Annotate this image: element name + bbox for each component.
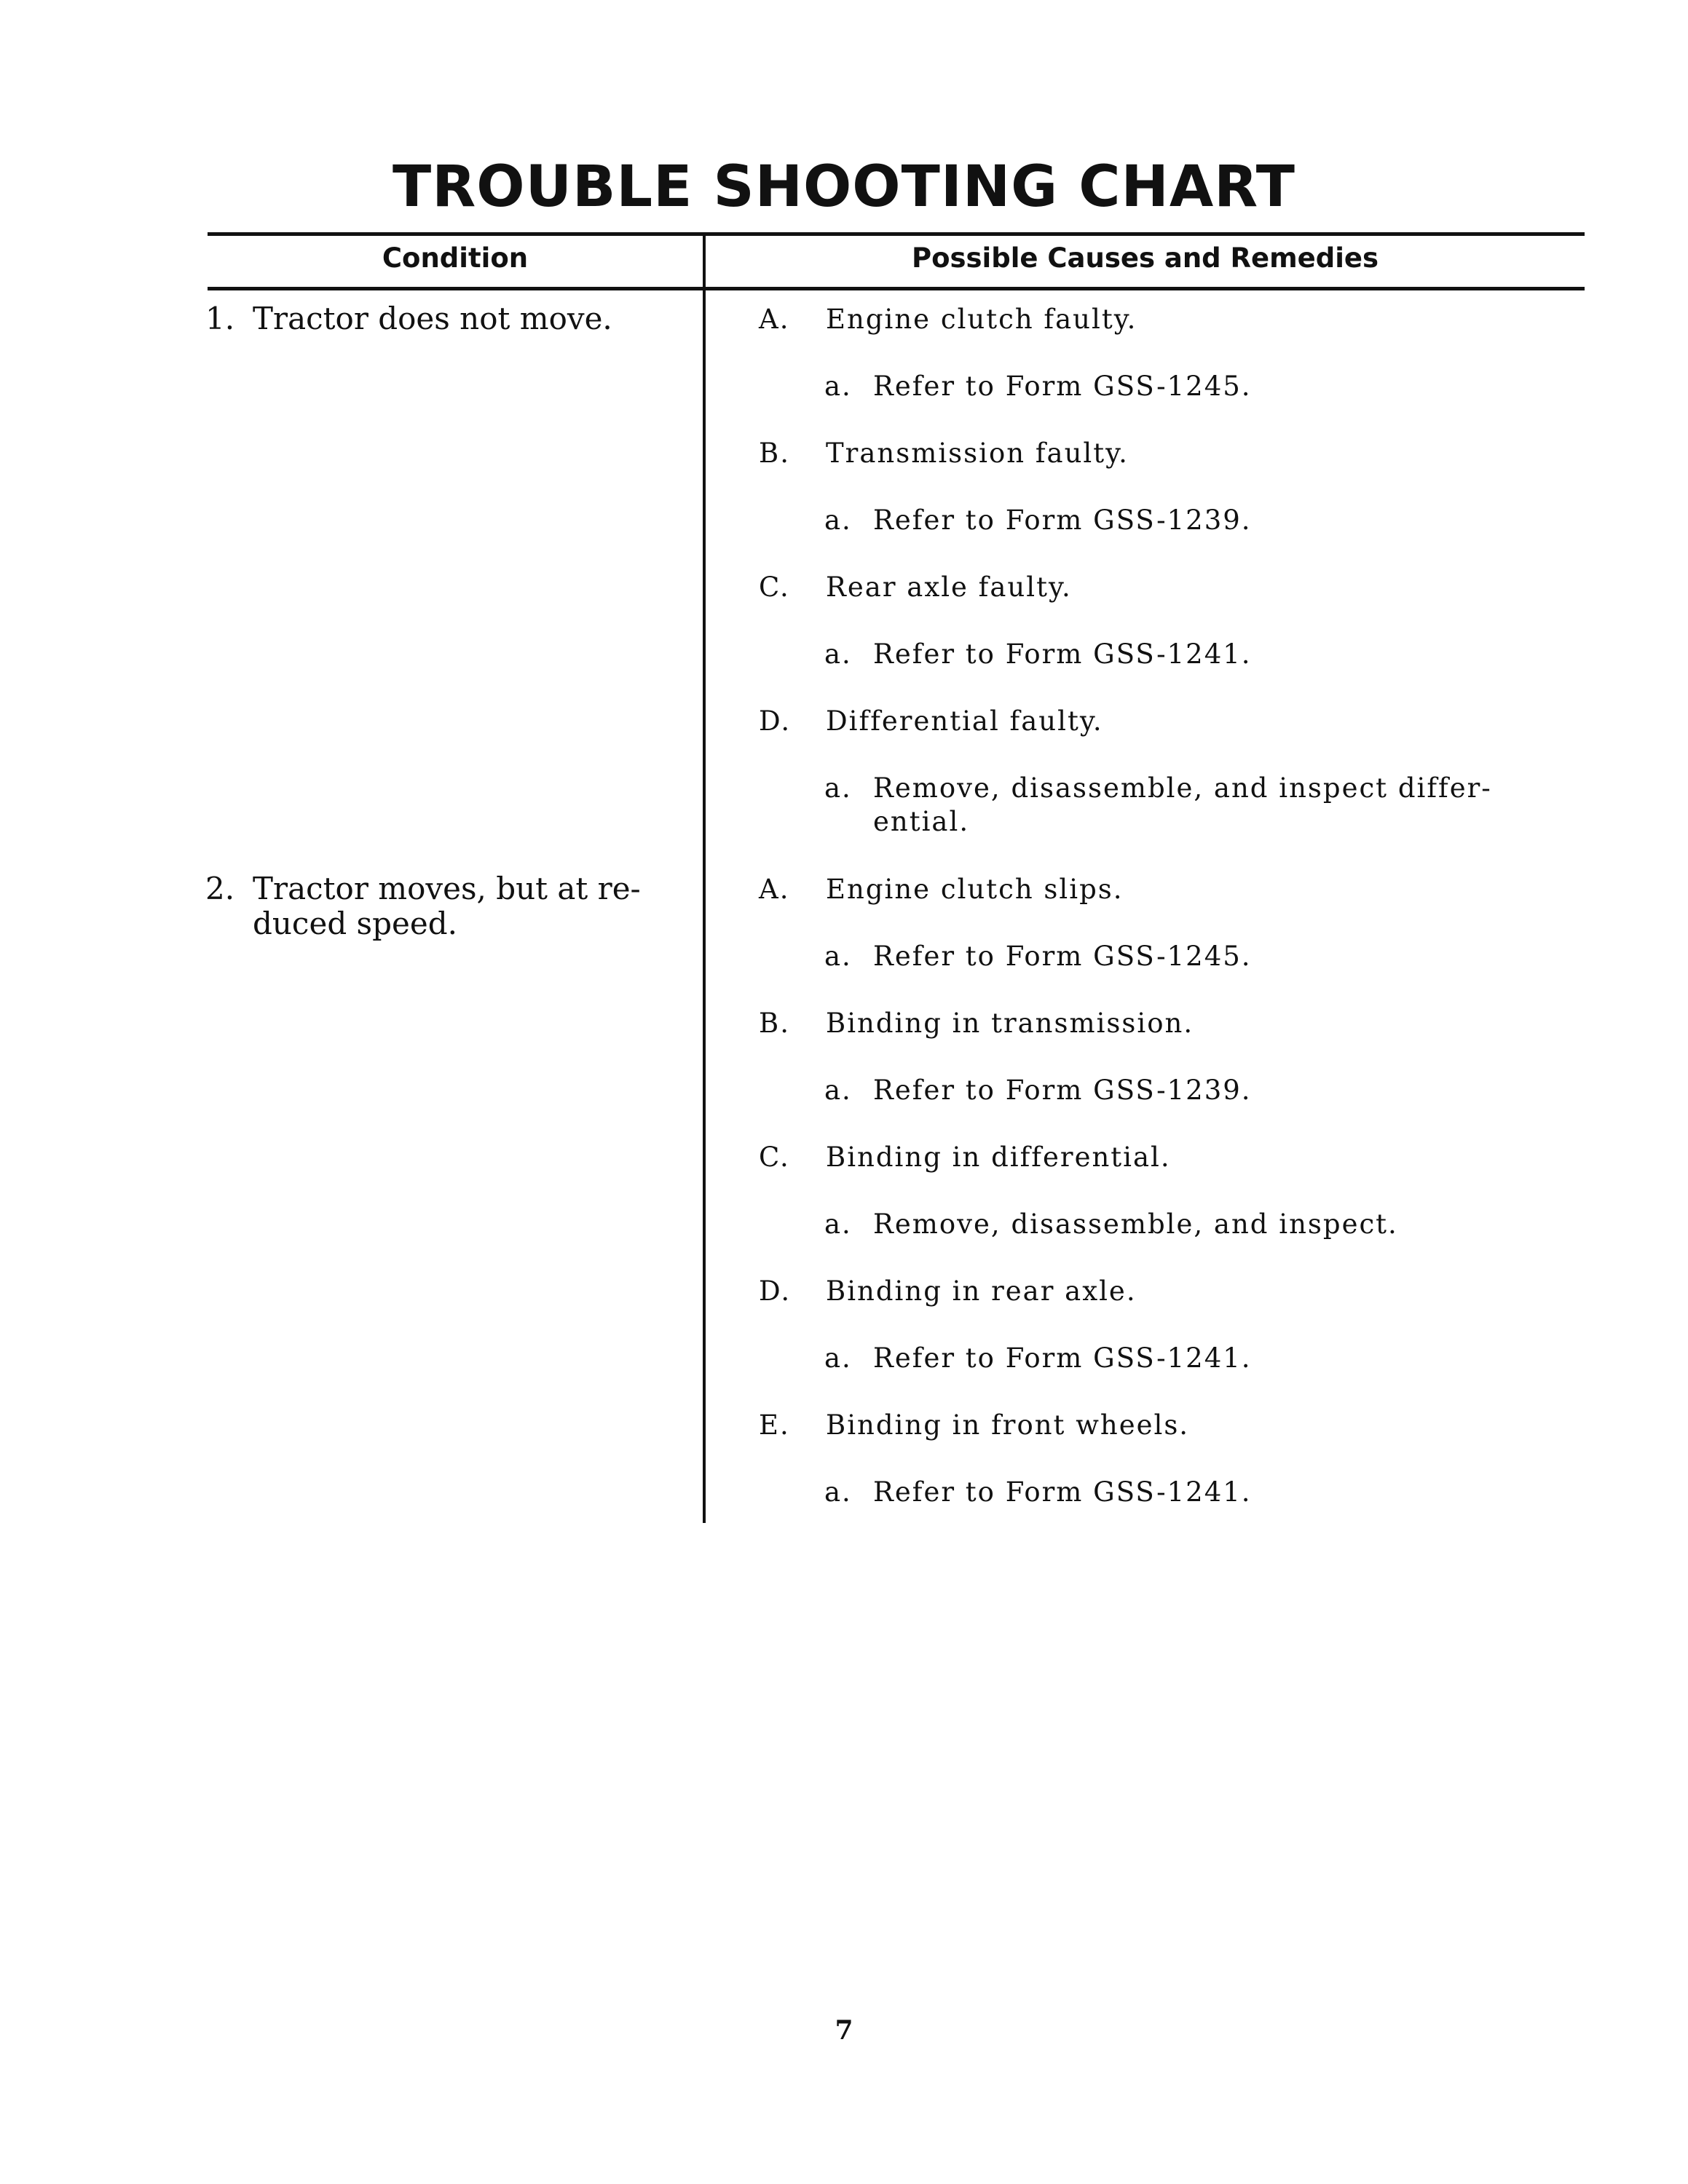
cause-label: A. xyxy=(759,304,790,335)
page-title: TROUBLE SHOOTING CHART xyxy=(393,154,1295,220)
cause-label: D. xyxy=(759,1275,792,1307)
cause-text: Transmission faulty. xyxy=(826,438,1129,469)
remedy-label: a. xyxy=(824,1342,852,1374)
remedy-2b xyxy=(824,1074,1553,1107)
remedy-label: a. xyxy=(824,505,852,536)
condition-text: Tractor does not move. xyxy=(253,301,612,336)
remedy-2d xyxy=(824,1342,1553,1375)
cause-label: B. xyxy=(759,438,790,469)
cause-2b xyxy=(759,1007,1560,1040)
remedy-label: a. xyxy=(824,1476,852,1508)
remedy-label: a. xyxy=(824,941,852,972)
remedy-text: Refer to Form GSS-1239. xyxy=(873,1075,1252,1106)
remedy-2a xyxy=(824,940,1553,973)
remedy-2e xyxy=(824,1476,1553,1509)
remedy-label: a. xyxy=(824,371,852,402)
cause-2e xyxy=(759,1409,1560,1442)
cause-text: Binding in differential. xyxy=(826,1142,1171,1173)
remedy-label: a. xyxy=(824,1075,852,1106)
column-header-condition: Condition xyxy=(382,242,529,274)
condition-2 xyxy=(205,871,671,941)
cause-1a xyxy=(759,303,1560,336)
remedy-text: Refer to Form GSS-1241. xyxy=(873,638,1252,670)
cause-label: C. xyxy=(759,571,790,603)
remedy-text: Refer to Form GSS-1239. xyxy=(873,505,1252,536)
cause-label: B. xyxy=(759,1008,790,1039)
page-number: 7 xyxy=(835,2015,853,2046)
cause-1c xyxy=(759,571,1560,604)
header-bottom-rule xyxy=(208,287,1585,290)
remedy-text: Refer to Form GSS-1241. xyxy=(873,1342,1252,1374)
condition-1 xyxy=(205,301,671,336)
cause-text: Differential faulty. xyxy=(826,705,1103,737)
cause-1d xyxy=(759,705,1560,738)
cause-label: C. xyxy=(759,1142,790,1173)
cause-text: Binding in transmission. xyxy=(826,1008,1194,1039)
column-header-causes: Possible Causes and Remedies xyxy=(911,242,1379,274)
cause-2a xyxy=(759,873,1560,906)
header-top-rule xyxy=(208,232,1585,236)
remedy-text: Refer to Form GSS-1245. xyxy=(873,941,1252,972)
remedy-1d xyxy=(824,772,1494,839)
cause-text: Binding in rear axle. xyxy=(826,1275,1137,1307)
cause-text: Engine clutch faulty. xyxy=(826,304,1137,335)
cause-text: Rear axle faulty. xyxy=(826,571,1072,603)
remedy-label: a. xyxy=(824,638,852,670)
remedy-1b xyxy=(824,504,1553,537)
cause-label: E. xyxy=(759,1409,790,1441)
cause-label: D. xyxy=(759,705,792,737)
condition-number: 1. xyxy=(205,301,235,336)
column-divider xyxy=(703,234,706,1523)
cause-text: Engine clutch slips. xyxy=(826,874,1124,905)
cause-2d xyxy=(759,1275,1560,1308)
remedy-1a xyxy=(824,370,1553,403)
remedy-label: a. xyxy=(824,1208,852,1240)
remedy-text: Refer to Form GSS-1245. xyxy=(873,371,1252,402)
cause-1b xyxy=(759,437,1560,470)
cause-label: A. xyxy=(759,874,790,905)
cause-2c xyxy=(759,1141,1560,1174)
remedy-1c xyxy=(824,638,1553,671)
remedy-label: a. xyxy=(824,772,852,804)
condition-text: Tractor moves, but at re- duced speed. xyxy=(253,871,641,941)
condition-number: 2. xyxy=(205,871,235,906)
remedy-text: Remove, disassemble, and inspect. xyxy=(873,1208,1398,1240)
remedy-2c xyxy=(824,1208,1553,1241)
remedy-text: Refer to Form GSS-1241. xyxy=(873,1476,1252,1508)
remedy-text: Remove, disassemble, and inspect differ- ential. xyxy=(873,772,1492,837)
cause-text: Binding in front wheels. xyxy=(826,1409,1190,1441)
